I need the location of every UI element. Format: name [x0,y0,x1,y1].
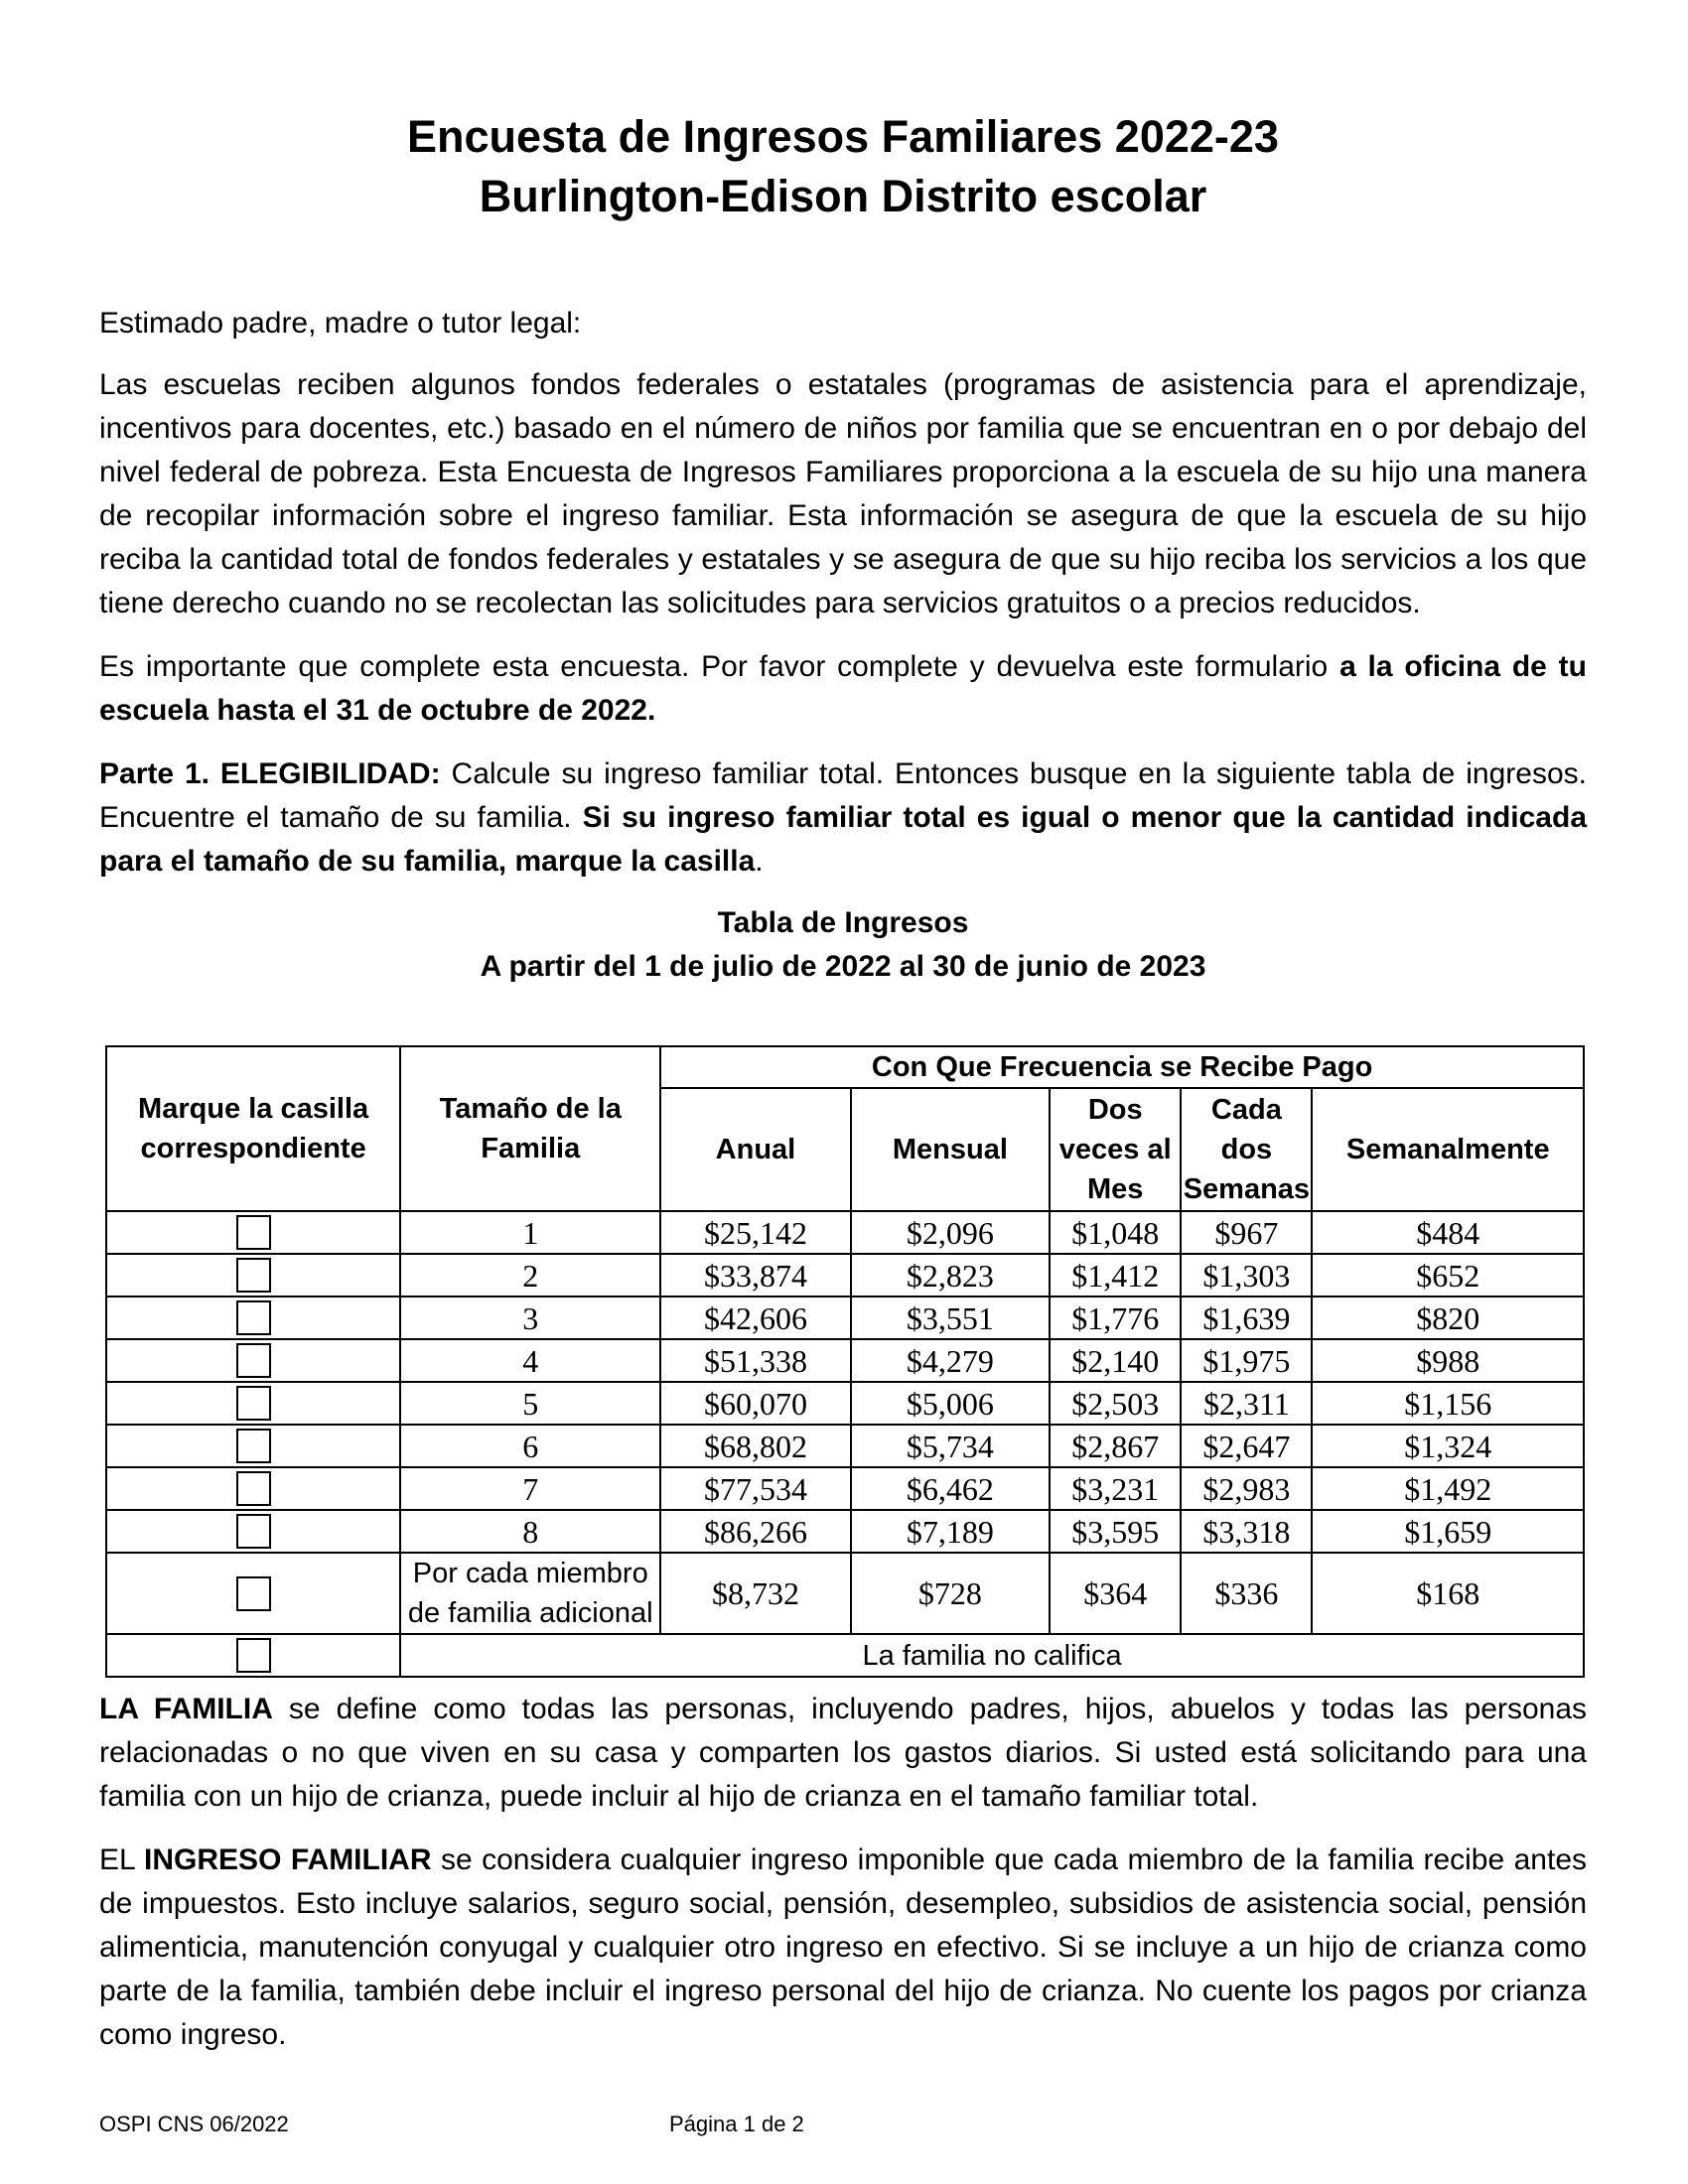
table-row-additional-member [106,1553,1584,1634]
twice-monthly-value: $2,503 [1050,1382,1181,1425]
checkbox-cell [106,1634,400,1677]
checkbox-not-qualify[interactable] [236,1638,271,1673]
greeting: Estimado padre, madre o tutor legal: [99,307,582,340]
table-subtitle: A partir del 1 de julio de 2022 al 30 de junio de 2023 [480,950,1206,983]
additional-member-label: Por cada miembro de familia adicional [400,1553,660,1634]
monthly-value: $728 [851,1553,1051,1634]
weekly-value: $1,659 [1312,1510,1584,1553]
biweekly-value: $3,318 [1181,1510,1312,1553]
intro-paragraph: Las escuelas reciben algunos fondos federales o estatales (programas de asistencia para el aprendizaje, incentivos para docentes, etc.) basado en el número de niños por familia que se encuentran en o por debajo del nivel federal de pobreza. Esta Encuesta de Ingresos Familiares proporciona a la escuela de su hijo una manera de recopilar información sobre el ingreso familiar. Esta información se asegura de que la escuela de su hijo reciba la cantidad total de fondos federales y estatales y se asegura de que su hijo reciba los servicios a los que tiene derecho cuando no se recolectan las solicitudes para servicios gratuitos o a precios reducidos. [99,368,1587,619]
monthly-value: $5,006 [851,1382,1051,1425]
twice-monthly-value: $2,867 [1050,1425,1181,1467]
weekly-value: $484 [1312,1211,1584,1254]
annual-value: $77,534 [660,1467,850,1510]
checkbox-size-3[interactable] [236,1300,271,1335]
twice-monthly-value: $1,776 [1050,1297,1181,1339]
header-annual: Anual [660,1088,850,1211]
table-row [106,1297,1584,1339]
checkbox-additional-member[interactable] [236,1576,271,1611]
checkbox-size-5[interactable] [236,1386,271,1421]
family-term: LA FAMILIA [99,1693,273,1725]
monthly-value: $7,189 [851,1510,1051,1553]
checkbox-cell [106,1382,400,1425]
header-monthly: Mensual [851,1088,1051,1211]
checkbox-size-8[interactable] [236,1514,271,1549]
weekly-value: $1,324 [1312,1425,1584,1467]
footer-page-number: Página 1 de 2 [669,2112,804,2136]
checkbox-cell [106,1339,400,1382]
family-size: 7 [400,1467,660,1510]
part1-text: Calcule su ingreso familiar total. Entonces busque en la siguiente tabla de ingresos. Encuentre el tamaño de su familia. [99,757,1587,834]
monthly-value: $6,462 [851,1467,1051,1510]
title-line-1: Encuesta de Ingresos Familiares 2022-23 [407,111,1279,162]
family-size: 8 [400,1510,660,1553]
table-title: Tabla de Ingresos [717,906,969,939]
checkbox-cell [106,1254,400,1297]
checkbox-size-6[interactable] [236,1429,271,1463]
twice-monthly-value: $3,595 [1050,1510,1181,1553]
monthly-value: $4,279 [851,1339,1051,1382]
table-row [106,1382,1584,1425]
biweekly-value: $967 [1181,1211,1312,1254]
table-row [106,1339,1584,1382]
weekly-value: $168 [1312,1553,1584,1634]
not-qualify-label: La familia no califica [400,1634,1584,1677]
income-table [105,1045,1585,1678]
important-deadline: a la oficina de tu escuela hasta el 31 de octubre de 2022. [99,650,1587,727]
checkbox-cell [106,1211,400,1254]
important-text: Es importante que complete esta encuesta. Por favor complete y devuelva este formulario [99,650,1340,683]
weekly-value: $1,156 [1312,1382,1584,1425]
page-title [99,107,1587,226]
biweekly-value: $1,639 [1181,1297,1312,1339]
annual-value: $33,874 [660,1254,850,1297]
header-family-size: Tamaño de la Familia [400,1046,660,1211]
income-definition-text: se considera cualquier ingreso imponible que cada miembro de la familia recibe antes de impuestos. Esto incluye salarios, seguro social, pensión, desempleo, subsidios de asistencia social, pensión alimenticia, manutención conyugal y cualquier otro ingreso en efectivo. Si se incluye a un hijo de crianza como parte de la familia, también debe incluir el ingreso personal del hijo de crianza. No cuente los pagos por crianza como ingreso. [99,1843,1588,2051]
biweekly-value: $336 [1181,1553,1312,1634]
family-size: 1 [400,1211,660,1254]
weekly-value: $652 [1312,1254,1584,1297]
part1-label: Parte 1. ELEGIBILIDAD: [99,757,441,790]
income-table-body [106,1211,1584,1677]
header-biweekly: Cada dos Semanas [1181,1088,1312,1211]
table-row [106,1467,1584,1510]
checkbox-cell [106,1553,400,1634]
family-definition-text: se define como todas las personas, incluyendo padres, hijos, abuelos y todas las personas relacionadas o no que viven en su casa y comparten los gastos diarios. Si usted está solicitando para una familia con un hijo de crianza, puede incluir al hijo de crianza en el tamaño familiar total. [99,1693,1587,1813]
part1-instruction: Si su ingreso familiar total es igual o menor que la cantidad indicada para el tamaño de su familia, marque la casilla [99,801,1587,878]
table-row [106,1254,1584,1297]
income-definition [99,1839,1587,2057]
checkbox-cell [106,1297,400,1339]
twice-monthly-value: $1,048 [1050,1211,1181,1254]
twice-monthly-value: $2,140 [1050,1339,1181,1382]
family-size: 4 [400,1339,660,1382]
checkbox-size-1[interactable] [236,1215,271,1250]
annual-value: $60,070 [660,1382,850,1425]
annual-value: $8,732 [660,1553,850,1634]
biweekly-value: $1,303 [1181,1254,1312,1297]
twice-monthly-value: $3,231 [1050,1467,1181,1510]
annual-value: $51,338 [660,1339,850,1382]
biweekly-value: $2,311 [1181,1382,1312,1425]
checkbox-cell [106,1510,400,1553]
checkbox-cell [106,1425,400,1467]
annual-value: $42,606 [660,1297,850,1339]
biweekly-value: $1,975 [1181,1339,1312,1382]
family-size: 2 [400,1254,660,1297]
footer-form-id: OSPI CNS 06/2022 [99,2112,289,2136]
income-term: INGRESO FAMILIAR [144,1843,432,1876]
weekly-value: $1,492 [1312,1467,1584,1510]
twice-monthly-value: $1,412 [1050,1254,1181,1297]
checkbox-size-4[interactable] [236,1343,271,1378]
important-paragraph [99,645,1587,733]
checkbox-size-7[interactable] [236,1471,271,1506]
annual-value: $25,142 [660,1211,850,1254]
table-row [106,1211,1584,1254]
family-definition [99,1688,1587,1819]
weekly-value: $820 [1312,1297,1584,1339]
annual-value: $86,266 [660,1510,850,1553]
family-size: 6 [400,1425,660,1467]
weekly-value: $988 [1312,1339,1584,1382]
income-prefix: EL [99,1843,145,1876]
biweekly-value: $2,647 [1181,1425,1312,1467]
header-frequency: Con Que Frecuencia se Recibe Pago [660,1046,1584,1088]
monthly-value: $2,096 [851,1211,1051,1254]
monthly-value: $3,551 [851,1297,1051,1339]
header-twice-monthly: Dos veces al Mes [1050,1088,1181,1211]
family-size: 3 [400,1297,660,1339]
header-check: Marque la casilla correspondiente [106,1046,400,1211]
table-row [106,1425,1584,1467]
page-content [99,0,1587,989]
checkbox-size-2[interactable] [236,1258,271,1293]
header-weekly: Semanalmente [1312,1088,1584,1211]
annual-value: $68,802 [660,1425,850,1467]
definitions [99,1688,1587,2057]
table-row-not-qualify [106,1634,1584,1677]
part1-end: . [755,845,764,878]
part1-paragraph [99,752,1587,884]
biweekly-value: $2,983 [1181,1467,1312,1510]
twice-monthly-value: $364 [1050,1553,1181,1634]
title-line-2: Burlington-Edison Distrito escolar [479,171,1207,221]
table-row [106,1510,1584,1553]
monthly-value: $5,734 [851,1425,1051,1467]
checkbox-cell [106,1467,400,1510]
monthly-value: $2,823 [851,1254,1051,1297]
family-size: 5 [400,1382,660,1425]
